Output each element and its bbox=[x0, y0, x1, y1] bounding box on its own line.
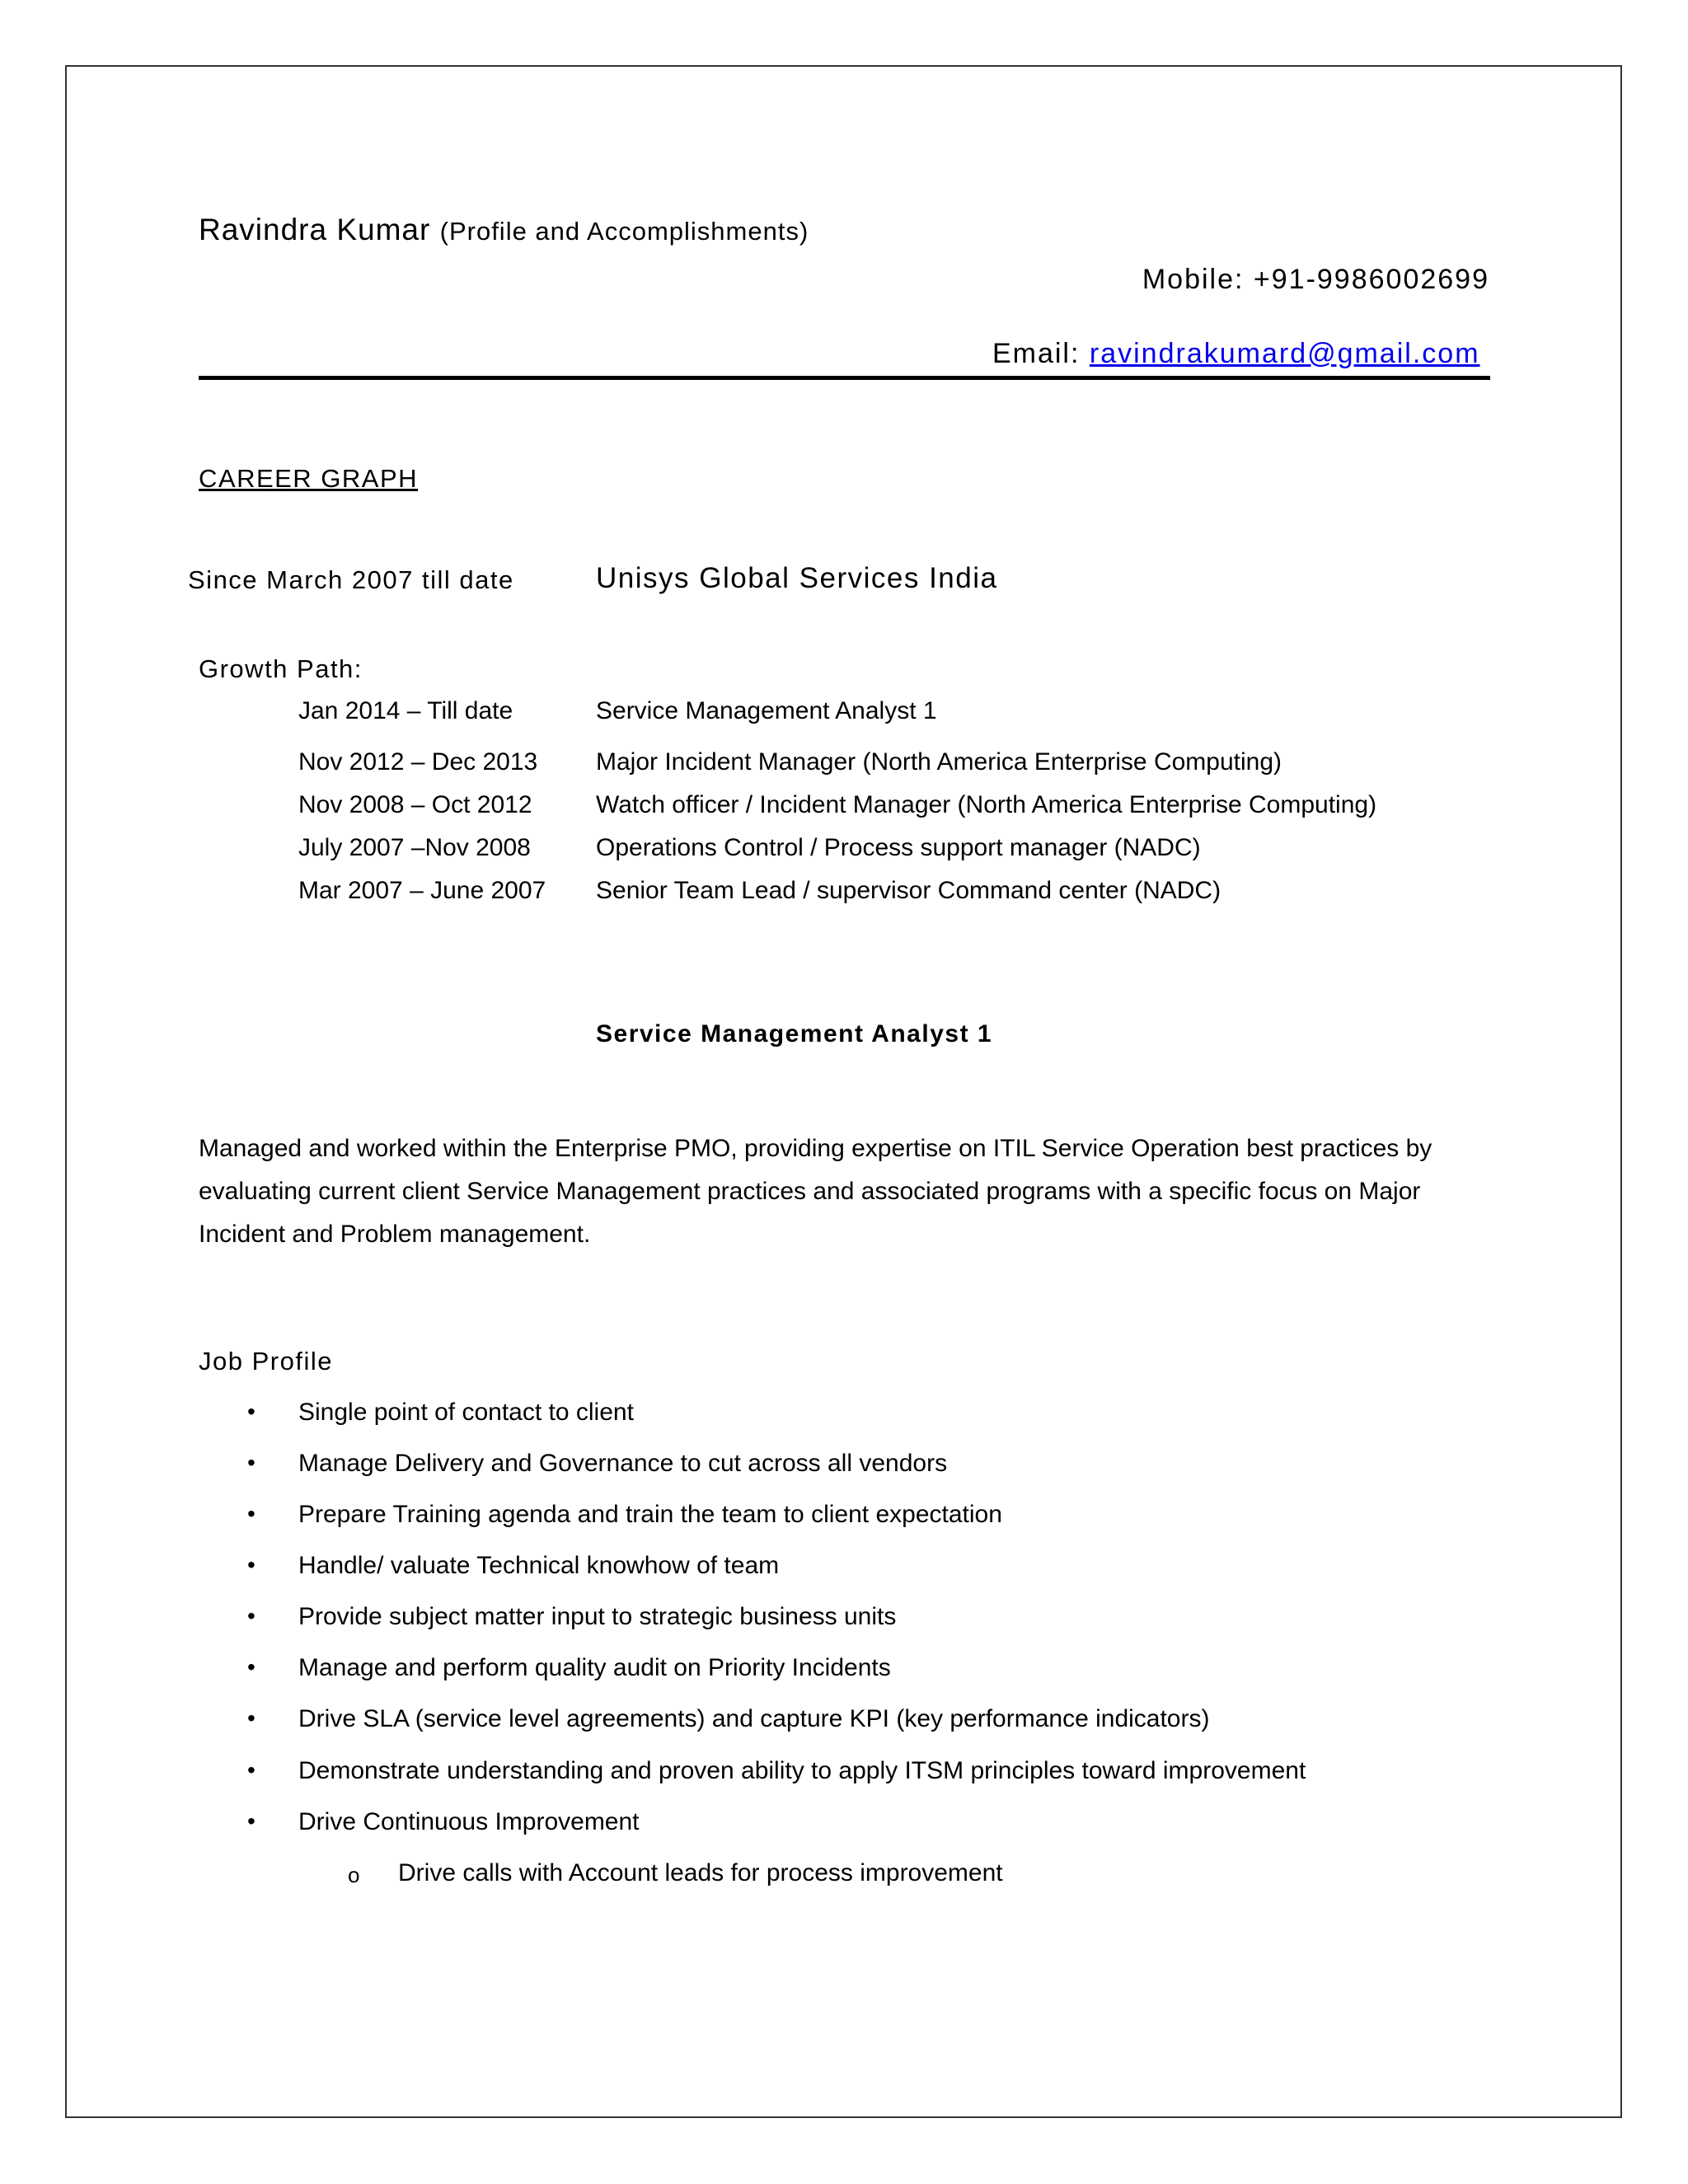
list-item-text: Prepare Training agenda and train the team to client expectation bbox=[298, 1501, 1002, 1528]
growth-path-dates: Nov 2008 – Oct 2012 bbox=[298, 791, 532, 818]
email-label: Email: bbox=[992, 338, 1081, 369]
list-item-text: Drive SLA (service level agreements) and capture KPI (key performance indicators) bbox=[298, 1705, 1210, 1732]
list-item-text: Manage and perform quality audit on Priority Incidents bbox=[298, 1654, 891, 1681]
role-summary: Managed and worked within the Enterprise PMO, providing expertise on ITIL Service Operation best practices by evaluating current client Service Management practices and associated programs with a specific focus on Major Incident and Problem management. bbox=[199, 1135, 1432, 1248]
sub-list-item-text: Drive calls with Account leads for process improvement bbox=[398, 1859, 1003, 1886]
list-item-text: Demonstrate understanding and proven ability to apply ITSM principles toward improvement bbox=[298, 1757, 1306, 1784]
growth-path-label: Growth Path: bbox=[199, 654, 363, 683]
growth-path-role: Operations Control / Process support manager (NADC) bbox=[596, 834, 1201, 861]
circle-bullet-icon: o bbox=[348, 1863, 360, 1887]
growth-path-dates: Mar 2007 – June 2007 bbox=[298, 877, 546, 904]
bullet-icon: • bbox=[247, 1654, 256, 1680]
header-divider bbox=[199, 376, 1490, 380]
growth-path-dates: Jan 2014 – Till date bbox=[298, 697, 513, 724]
bullet-icon: • bbox=[247, 1552, 256, 1577]
list-item-text: Drive Continuous Improvement bbox=[298, 1808, 640, 1835]
bullet-icon: • bbox=[247, 1501, 256, 1526]
mobile-line bbox=[1142, 264, 1489, 296]
bullet-icon: • bbox=[247, 1705, 256, 1731]
growth-path-dates: Nov 2012 – Dec 2013 bbox=[298, 748, 538, 776]
growth-path-dates: July 2007 –Nov 2008 bbox=[298, 834, 531, 861]
bullet-icon: • bbox=[247, 1757, 256, 1783]
email-link[interactable]: ravindrakumard@gmail.com bbox=[1089, 338, 1480, 369]
growth-path-role: Service Management Analyst 1 bbox=[596, 697, 937, 724]
mobile-number: +91-9986002699 bbox=[1253, 264, 1489, 295]
bullet-icon: • bbox=[247, 1603, 256, 1629]
name-text: Ravindra Kumar bbox=[199, 213, 431, 246]
role-section-title: Service Management Analyst 1 bbox=[596, 1020, 993, 1047]
list-item-text: Handle/ valuate Technical knowhow of team bbox=[298, 1552, 780, 1579]
list-item-text: Provide subject matter input to strategic business units bbox=[298, 1603, 897, 1630]
growth-path-role: Major Incident Manager (North America Enterprise Computing) bbox=[596, 748, 1282, 776]
list-item-text: Single point of contact to client bbox=[298, 1399, 634, 1426]
bullet-icon: • bbox=[247, 1450, 256, 1475]
list-item-text: Manage Delivery and Governance to cut across all vendors bbox=[298, 1450, 948, 1477]
mobile-label: Mobile: bbox=[1142, 264, 1245, 295]
email-line bbox=[992, 338, 1489, 370]
job-profile-heading: Job Profile bbox=[199, 1347, 333, 1376]
career-graph-heading: CAREER GRAPH bbox=[199, 464, 419, 493]
name-subtitle: (Profile and Accomplishments) bbox=[439, 217, 809, 246]
candidate-name bbox=[199, 213, 809, 247]
growth-path-role: Watch officer / Incident Manager (North America Enterprise Computing) bbox=[596, 791, 1377, 818]
company-name: Unisys Global Services India bbox=[596, 562, 998, 594]
bullet-icon: • bbox=[247, 1399, 256, 1424]
growth-path-role: Senior Team Lead / supervisor Command center (NADC) bbox=[596, 877, 1221, 904]
bullet-icon: • bbox=[247, 1808, 256, 1834]
employment-period: Since March 2007 till date bbox=[188, 565, 514, 594]
